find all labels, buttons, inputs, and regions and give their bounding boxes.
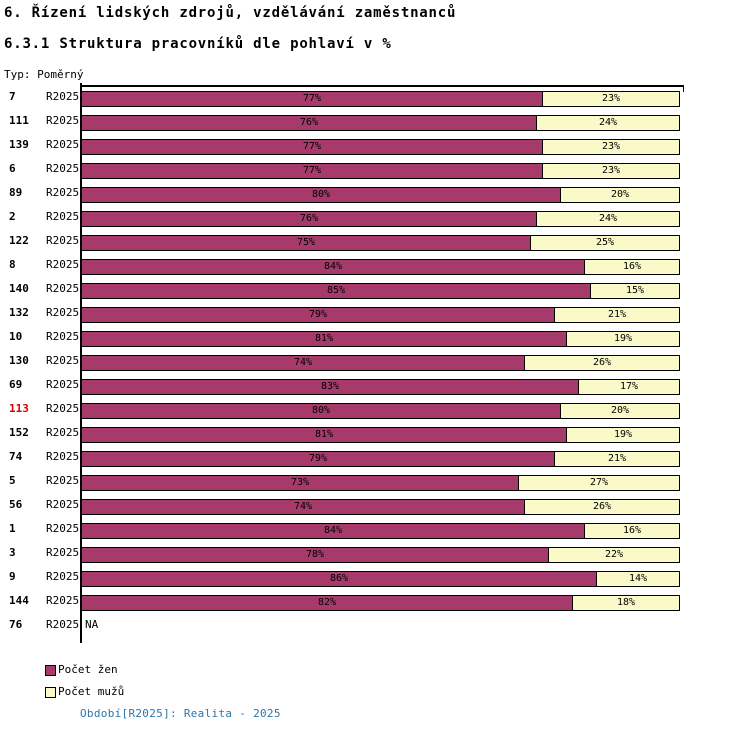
period-label: R2025 — [46, 450, 80, 463]
category-label: 5 — [9, 474, 16, 487]
category-label: 130 — [9, 354, 29, 367]
period-label: R2025 — [46, 306, 80, 319]
category-label: 1 — [9, 522, 16, 535]
period-label: R2025 — [46, 402, 80, 415]
category-label: 76 — [9, 618, 23, 631]
period-label: R2025 — [46, 234, 80, 247]
stacked-bar — [81, 139, 680, 155]
bar-segment-women: 73% — [81, 475, 519, 491]
bar-segment-men: 14% — [596, 571, 680, 587]
period-label: R2025 — [46, 546, 80, 559]
bar-segment-men: 24% — [536, 115, 680, 131]
category-label: 3 — [9, 546, 16, 559]
stacked-bar — [81, 571, 680, 587]
bar-segment-men: 20% — [560, 187, 680, 203]
bar-segment-women: 74% — [81, 499, 525, 515]
period-label: R2025 — [46, 138, 80, 151]
bar-segment-women: 84% — [81, 523, 585, 539]
category-label: 6 — [9, 162, 16, 175]
chart-row — [0, 493, 750, 517]
category-label: 8 — [9, 258, 16, 271]
stacked-bar — [81, 547, 680, 563]
chart-row — [0, 349, 750, 373]
bar-segment-men: 26% — [524, 355, 680, 371]
stacked-bar — [81, 115, 680, 131]
legend-label-women: Počet žen — [58, 663, 118, 676]
chart-row — [0, 277, 750, 301]
stacked-bar — [81, 163, 680, 179]
bar-segment-men: 19% — [566, 331, 680, 347]
category-label: 122 — [9, 234, 29, 247]
bar-segment-women: 80% — [81, 403, 561, 419]
bar-segment-men: 21% — [554, 451, 680, 467]
period-label: R2025 — [46, 498, 80, 511]
bar-segment-men: 21% — [554, 307, 680, 323]
chart-row — [0, 205, 750, 229]
bar-segment-men: 27% — [518, 475, 680, 491]
category-label: 69 — [9, 378, 23, 391]
bar-segment-women: 85% — [81, 283, 591, 299]
chart-row — [0, 421, 750, 445]
bar-segment-men: 26% — [524, 499, 680, 515]
category-label: 144 — [9, 594, 29, 607]
page-title: 6. Řízení lidských zdrojů, vzdělávání zaměstnanců — [4, 5, 457, 21]
bar-segment-women: 84% — [81, 259, 585, 275]
bar-segment-women: 74% — [81, 355, 525, 371]
chart-row — [0, 397, 750, 421]
stacked-bar — [81, 427, 680, 443]
period-label: R2025 — [46, 570, 80, 583]
period-label: R2025 — [46, 90, 80, 103]
bar-segment-men: 15% — [590, 283, 680, 299]
chart-row — [0, 181, 750, 205]
bar-segment-women: 76% — [81, 211, 537, 227]
stacked-bar — [81, 187, 680, 203]
women-color-swatch — [45, 665, 56, 676]
men-color-swatch — [45, 687, 56, 698]
chart-row — [0, 253, 750, 277]
period-label: R2025 — [46, 522, 80, 535]
chart-type-label: Typ: Poměrný — [4, 68, 84, 81]
bar-segment-women: 81% — [81, 427, 567, 443]
chart-row — [0, 613, 750, 637]
bar-segment-men: 25% — [530, 235, 680, 251]
bar-segment-women: 77% — [81, 91, 543, 107]
period-label: R2025 — [46, 474, 80, 487]
stacked-bar — [81, 259, 680, 275]
bar-segment-women: 75% — [81, 235, 531, 251]
bar-segment-men: 20% — [560, 403, 680, 419]
category-label: 2 — [9, 210, 16, 223]
category-label: 10 — [9, 330, 23, 343]
chart-row — [0, 469, 750, 493]
bar-segment-women: 80% — [81, 187, 561, 203]
period-label: R2025 — [46, 162, 80, 175]
bar-segment-women: 77% — [81, 163, 543, 179]
chart-row — [0, 157, 750, 181]
category-label: 9 — [9, 570, 16, 583]
period-label: R2025 — [46, 594, 80, 607]
period-label: R2025 — [46, 378, 80, 391]
stacked-bar — [81, 235, 680, 251]
period-label: R2025 — [46, 354, 80, 367]
bar-segment-women: 81% — [81, 331, 567, 347]
stacked-bar — [81, 451, 680, 467]
bar-segment-women: 79% — [81, 451, 555, 467]
chart-subtitle: 6.3.1 Struktura pracovníků dle pohlaví v % — [4, 36, 392, 52]
category-label: 113 — [9, 402, 29, 415]
bar-segment-men: 19% — [566, 427, 680, 443]
period-label: R2025 — [46, 426, 80, 439]
bar-segment-women: 79% — [81, 307, 555, 323]
bar-segment-men: 16% — [584, 259, 680, 275]
na-value-label: NA — [85, 618, 99, 631]
stacked-bar — [81, 307, 680, 323]
bar-segment-men: 16% — [584, 523, 680, 539]
category-label: 111 — [9, 114, 29, 127]
bar-segment-women: 77% — [81, 139, 543, 155]
chart-row — [0, 229, 750, 253]
stacked-bar — [81, 475, 680, 491]
stacked-bar — [81, 283, 680, 299]
period-label: R2025 — [46, 618, 80, 631]
category-label: 89 — [9, 186, 23, 199]
chart-row — [0, 517, 750, 541]
category-label: 139 — [9, 138, 29, 151]
stacked-bar — [81, 91, 680, 107]
chart-row — [0, 541, 750, 565]
period-footer: Období[R2025]: Realita - 2025 — [80, 707, 281, 720]
period-label: R2025 — [46, 258, 80, 271]
stacked-bar — [81, 523, 680, 539]
chart-row — [0, 565, 750, 589]
stacked-bar — [81, 211, 680, 227]
bar-segment-men: 18% — [572, 595, 680, 611]
chart-row — [0, 445, 750, 469]
bar-segment-men: 17% — [578, 379, 680, 395]
chart-row — [0, 133, 750, 157]
bar-segment-women: 82% — [81, 595, 573, 611]
category-label: 74 — [9, 450, 23, 463]
stacked-bar — [81, 331, 680, 347]
stacked-bar — [81, 355, 680, 371]
category-label: 56 — [9, 498, 23, 511]
bar-segment-women: 86% — [81, 571, 597, 587]
bar-segment-men: 23% — [542, 139, 680, 155]
chart-row — [0, 589, 750, 613]
category-label: 132 — [9, 306, 29, 319]
chart-row — [0, 301, 750, 325]
period-label: R2025 — [46, 330, 80, 343]
bar-segment-women: 83% — [81, 379, 579, 395]
period-label: R2025 — [46, 186, 80, 199]
stacked-bar — [81, 403, 680, 419]
stacked-bar — [81, 379, 680, 395]
bar-segment-men: 23% — [542, 91, 680, 107]
chart-row — [0, 109, 750, 133]
category-label: 7 — [9, 90, 16, 103]
bar-segment-men: 23% — [542, 163, 680, 179]
bar-segment-women: 78% — [81, 547, 549, 563]
stacked-bar — [81, 499, 680, 515]
chart-rows — [0, 85, 750, 640]
period-label: R2025 — [46, 282, 80, 295]
category-label: 152 — [9, 426, 29, 439]
category-label: 140 — [9, 282, 29, 295]
legend-label-men: Počet mužů — [58, 685, 125, 698]
stacked-bar — [81, 595, 680, 611]
chart-row — [0, 85, 750, 109]
chart-row — [0, 325, 750, 349]
bar-segment-women: 76% — [81, 115, 537, 131]
period-label: R2025 — [46, 210, 80, 223]
period-label: R2025 — [46, 114, 80, 127]
chart-row — [0, 373, 750, 397]
bar-segment-men: 24% — [536, 211, 680, 227]
bar-segment-men: 22% — [548, 547, 680, 563]
